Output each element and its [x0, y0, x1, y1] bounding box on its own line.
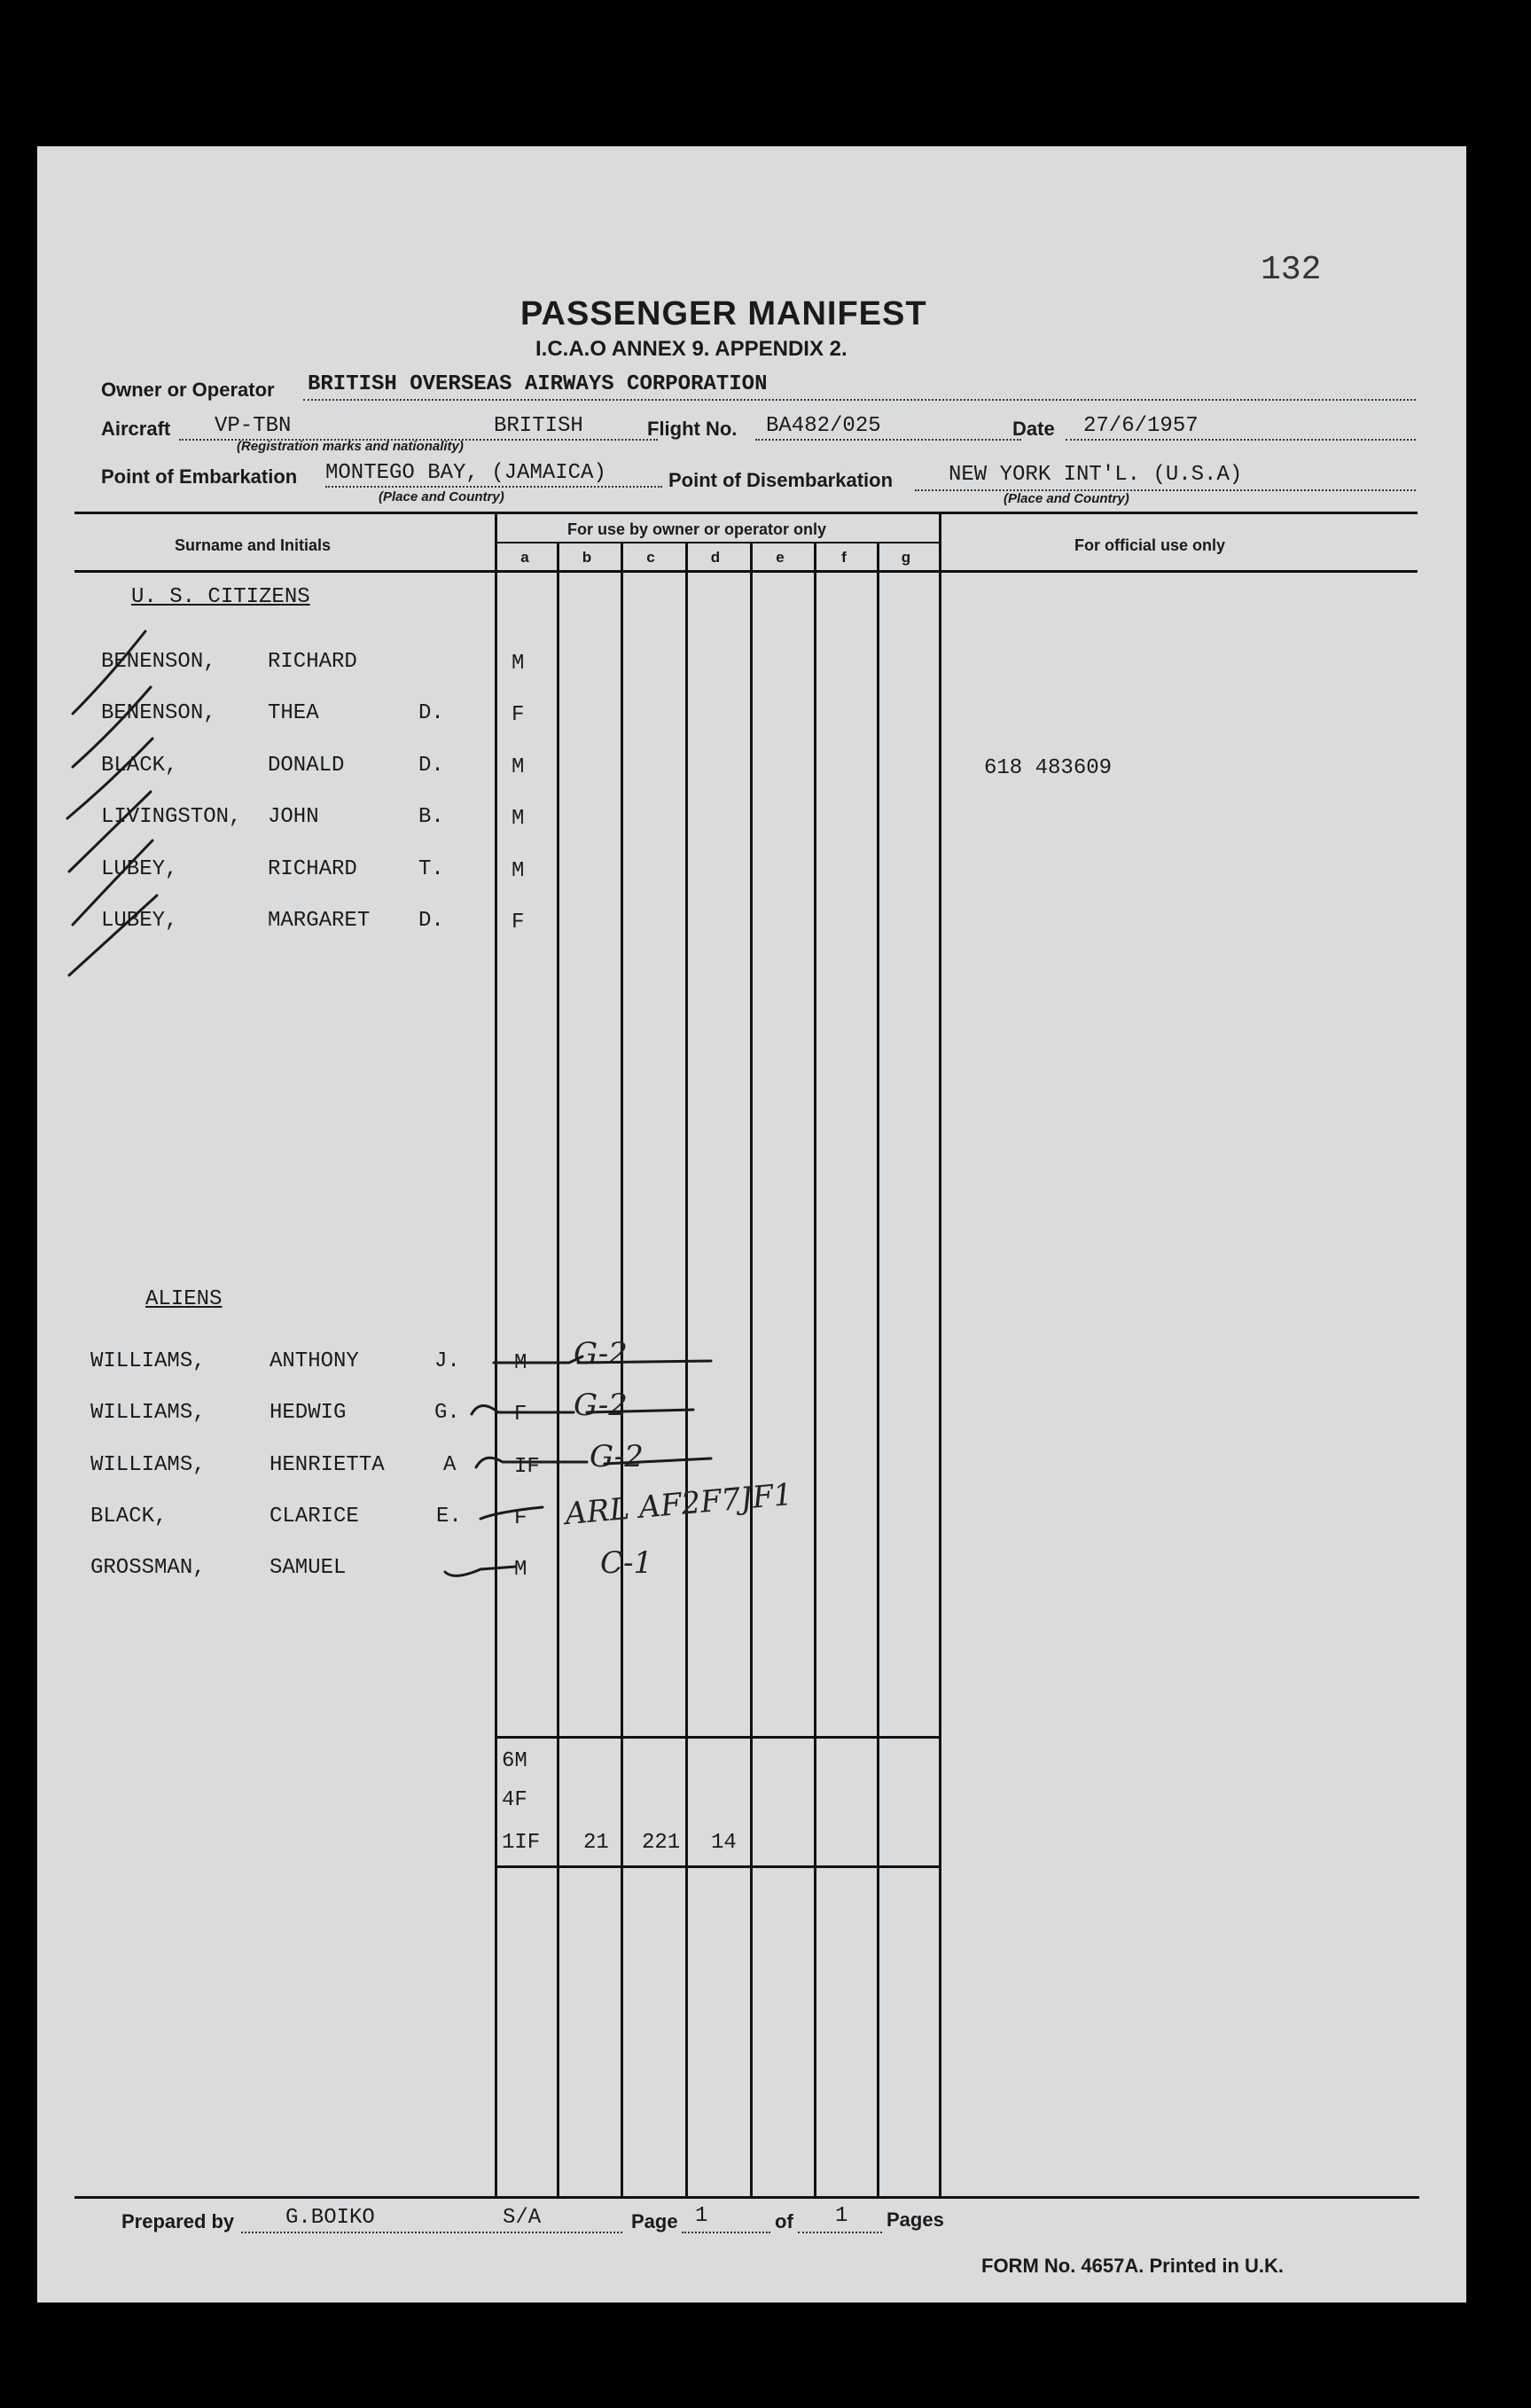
us-initial: B.	[418, 805, 444, 829]
us-first-name: RICHARD	[268, 857, 357, 881]
document-title: PASSENGER MANIFEST	[520, 295, 927, 332]
page-label: Page	[631, 2210, 678, 2232]
total-col-b: 21	[583, 1831, 609, 1855]
total-male: 6M	[502, 1749, 527, 1773]
total-col-c: 221	[642, 1831, 681, 1855]
alien-initial: G.	[434, 1401, 460, 1425]
alien-handwritten-note: ARL AF2F7JF1	[563, 1476, 794, 1533]
us-sex: F	[512, 911, 525, 934]
dash-mark-icon	[605, 1458, 711, 1464]
us-surname: BLACK,	[101, 754, 178, 778]
flight-value: BA482/025	[766, 414, 881, 438]
alien-surname: WILLIAMS,	[90, 1453, 206, 1477]
handwritten-marks	[37, 146, 1466, 2302]
alien-sex: IF	[514, 1455, 540, 1479]
surname-column-header: Surname and Initials	[175, 536, 332, 554]
us-first-name: DONALD	[268, 754, 345, 778]
check-mark-icon	[73, 631, 145, 714]
col-f-header: f	[841, 549, 847, 566]
dash-mark-icon	[494, 1356, 582, 1363]
us-sex: M	[512, 859, 525, 883]
alien-first-name: HEDWIG	[269, 1401, 347, 1425]
form-number: FORM No. 4657A. Printed in U.K.	[981, 2255, 1285, 2277]
col-e-header: e	[776, 549, 785, 566]
us-surname: LUBEY,	[101, 857, 178, 881]
dash-mark-icon	[578, 1361, 711, 1363]
owner-label: Owner or Operator	[101, 379, 275, 401]
dash-mark-icon	[587, 1410, 693, 1412]
us-citizens-heading: U. S. CITIZENS	[131, 585, 310, 609]
date-label: Date	[1012, 418, 1055, 440]
alien-first-name: ANTHONY	[269, 1349, 359, 1373]
dash-mark-icon	[480, 1507, 543, 1519]
alien-first-name: HENRIETTA	[269, 1453, 385, 1477]
of-value: 1	[835, 2204, 848, 2228]
total-infant: 1IF	[502, 1831, 541, 1855]
owner-value: BRITISH OVERSEAS AIRWAYS CORPORATION	[308, 372, 768, 396]
alien-first-name: SAMUEL	[269, 1556, 347, 1580]
alien-sex: M	[514, 1558, 527, 1582]
disembark-value: NEW YORK INT'L. (U.S.A)	[949, 463, 1243, 487]
embark-value: MONTEGO BAY, (JAMAICA)	[325, 461, 606, 485]
check-mark-icon	[69, 895, 157, 975]
us-first-name: MARGARET	[268, 909, 371, 933]
aliens-heading: ALIENS	[145, 1287, 223, 1311]
disembark-label: Point of Disembarkation	[668, 469, 894, 491]
owner-column-header: For use by owner or operator only	[567, 520, 827, 538]
alien-handwritten-note: G-2	[590, 1439, 644, 1474]
aircraft-nationality: BRITISH	[494, 414, 583, 438]
alien-sex: M	[514, 1351, 527, 1375]
col-a-header: a	[520, 549, 529, 566]
aircraft-label: Aircraft	[101, 418, 171, 440]
document-subtitle: I.C.A.O ANNEX 9. APPENDIX 2.	[535, 337, 848, 361]
alien-sex: F	[514, 1403, 527, 1427]
col-d-header: d	[710, 549, 721, 566]
us-surname: BENENSON,	[101, 650, 216, 674]
alien-handwritten-note: G-2	[574, 1336, 628, 1372]
us-surname: LIVINGSTON,	[101, 805, 242, 829]
manifest-sheet	[37, 146, 1466, 2302]
alien-initial: J.	[434, 1349, 460, 1373]
dash-mark-icon	[476, 1458, 587, 1467]
col-b-header: b	[582, 549, 592, 566]
us-surname: LUBEY,	[101, 909, 178, 933]
official-column-header: For official use only	[1074, 536, 1226, 554]
page-value: 1	[695, 2204, 708, 2228]
us-sex: F	[512, 703, 525, 727]
check-mark-icon	[67, 739, 152, 818]
us-initial: T.	[418, 857, 444, 881]
us-sex: M	[512, 755, 525, 779]
us-sex: M	[512, 652, 525, 676]
total-col-d: 14	[711, 1831, 737, 1855]
col-c-header: c	[646, 549, 655, 566]
us-surname: BENENSON,	[101, 701, 216, 725]
total-female: 4F	[502, 1788, 527, 1812]
of-label: of	[775, 2210, 793, 2232]
alien-surname: WILLIAMS,	[90, 1349, 206, 1373]
alien-surname: BLACK,	[90, 1505, 168, 1528]
alien-surname: GROSSMAN,	[90, 1556, 206, 1580]
check-mark-icon	[73, 687, 151, 767]
prepared-by-value: G.BOIKO	[285, 2206, 375, 2230]
page-number: 132	[1261, 251, 1322, 289]
col-g-header: g	[901, 549, 911, 566]
us-initial: D.	[418, 754, 444, 778]
alien-handwritten-note: C-1	[600, 1545, 653, 1581]
us-initial: D.	[418, 701, 444, 725]
check-mark-icon	[69, 792, 151, 872]
official-use-note: 618 483609	[984, 756, 1113, 780]
prepared-by-label: Prepared by	[121, 2210, 235, 2232]
date-value: 27/6/1957	[1083, 414, 1199, 438]
alien-initial: A	[443, 1453, 457, 1477]
us-first-name: JOHN	[268, 805, 319, 829]
us-sex: M	[512, 807, 525, 831]
pages-label: Pages	[887, 2209, 944, 2231]
us-first-name: RICHARD	[268, 650, 357, 674]
prepared-by-title: S/A	[503, 2206, 542, 2230]
alien-first-name: CLARICE	[269, 1505, 359, 1528]
flight-label: Flight No.	[647, 418, 738, 440]
alien-surname: WILLIAMS,	[90, 1401, 206, 1425]
embark-note: (Place and Country)	[379, 489, 504, 504]
aircraft-reg: VP-TBN	[215, 414, 292, 438]
alien-sex: F	[514, 1506, 527, 1530]
dash-mark-icon	[445, 1567, 516, 1575]
aircraft-note: (Registration marks and nationality)	[237, 439, 464, 454]
alien-handwritten-note: G-2	[574, 1388, 628, 1423]
us-first-name: THEA	[268, 701, 319, 725]
us-initial: D.	[418, 909, 444, 933]
disembark-note: (Place and Country)	[1004, 491, 1129, 506]
alien-initial: E.	[436, 1505, 462, 1528]
dash-mark-icon	[472, 1405, 574, 1414]
embark-label: Point of Embarkation	[101, 465, 298, 488]
